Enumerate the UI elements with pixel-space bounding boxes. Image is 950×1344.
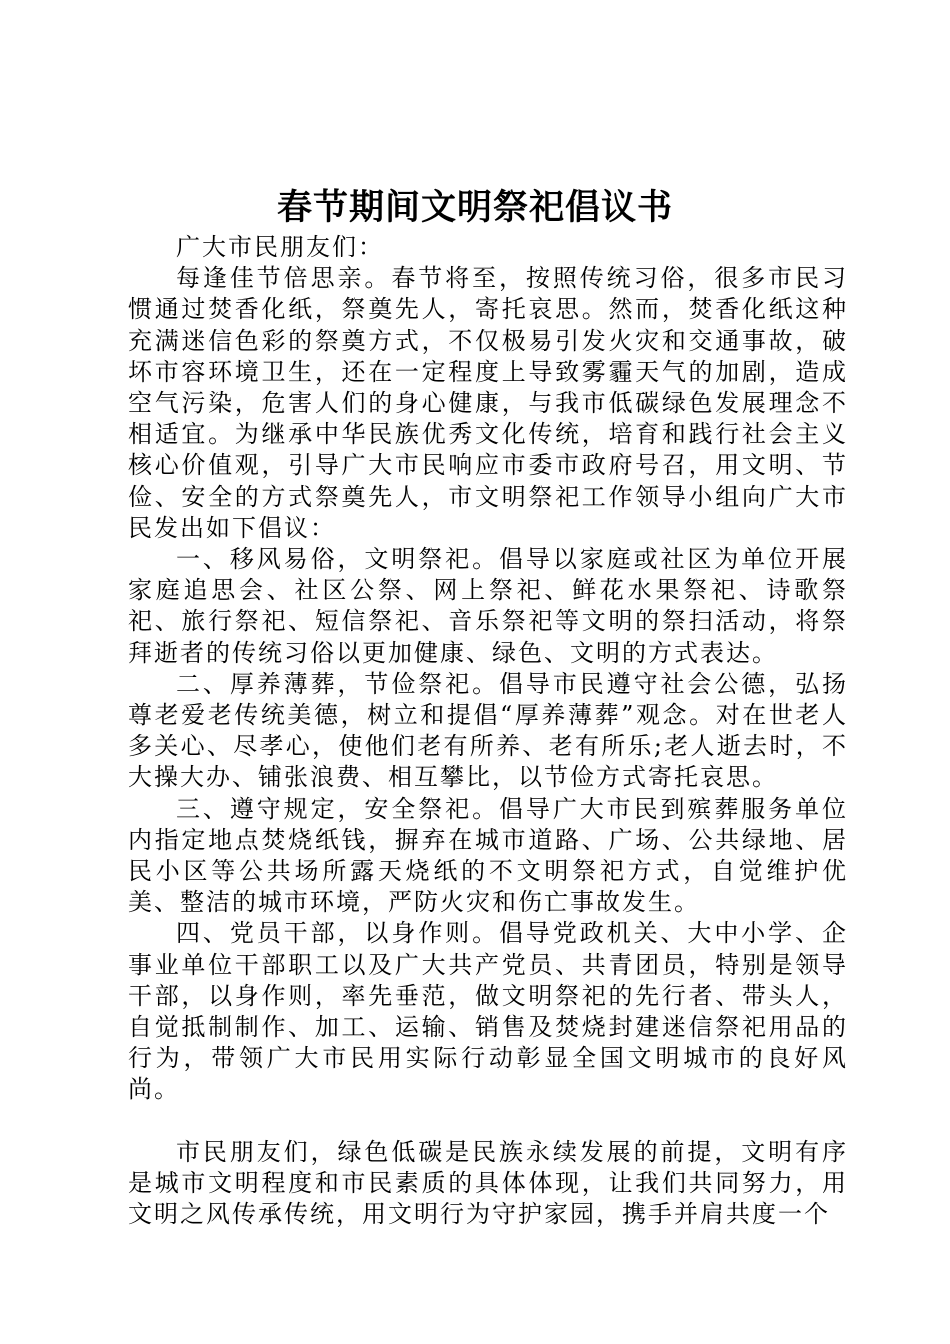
paragraph-item-3: 三、遵守规定，安全祭祀。倡导广大市民到殡葬服务单位内指定地点焚烧纸钱，摒弃在城市道路、广场、公共绿地、居民小区等公共场所露天烧纸的不文明祭祀方式，自觉维护优美、整洁的城市环境，严防火灾和伤亡事故发生。 [128, 794, 848, 917]
paragraph-spacer [128, 1106, 848, 1137]
salutation: 广大市民朋友们： [176, 233, 384, 261]
paragraph-item-1: 一、移风易俗，文明祭祀。倡导以家庭或社区为单位开展家庭追思会、社区公祭、网上祭祀、鲜花水果祭祀、诗歌祭祀、旅行祭祀、短信祭祀、音乐祭祀等文明的祭扫活动，将祭拜逝者的传统习俗以更加健康、绿色、文明的方式表达。 [128, 545, 848, 667]
document-body [128, 232, 848, 1230]
paragraph-closing: 市民朋友们，绿色低碳是民族永续发展的前提，文明有序是城市文明程度和市民素质的具体体现，让我们共同努力，用文明之风传承传统，用文明行为守护家园，携手并肩共度一个 [128, 1137, 848, 1229]
paragraph-item-2: 二、厚养薄葬，节俭祭祀。倡导市民遵守社会公德，弘扬尊老爱老传统美德，树立和提倡“厚养薄葬”观念。对在世老人多关心、尽孝心，使他们老有所养、老有所乐;老人逝去时，不大操大办、铺张浪费、相互攀比，以节俭方式寄托哀思。 [128, 669, 848, 792]
paragraph-item-4: 四、党员干部，以身作则。倡导党政机关、大中小学、企事业单位干部职工以及广大共产党员、共青团员，特别是领导干部，以身作则，率先垂范，做文明祭祀的先行者、带头人，自觉抵制制作、加工、运输、销售及焚烧封建迷信祭祀用品的行为，带领广大市民用实际行动彰显全国文明城市的良好风尚。 [128, 919, 848, 1104]
document-title: 春节期间文明祭祀倡议书 [276, 187, 673, 228]
paragraph-intro: 每逢佳节倍思亲。春节将至，按照传统习俗，很多市民习惯通过焚香化纸，祭奠先人，寄托哀思。然而，焚香化纸这种充满迷信色彩的祭奠方式，不仅极易引发火灾和交通事故，破坏市容环境卫生，还在一定程度上导致雾霾天气的加剧，造成空气污染，危害人们的身心健康，与我市低碳绿色发展理念不相适宜。为继承中华民族优秀文化传统，培育和践行社会主义核心价值观，引导广大市民响应市委市政府号召，用文明、节俭、安全的方式祭奠先人，市文明祭祀工作领导小组向广大市民发出如下倡议： [128, 264, 848, 542]
